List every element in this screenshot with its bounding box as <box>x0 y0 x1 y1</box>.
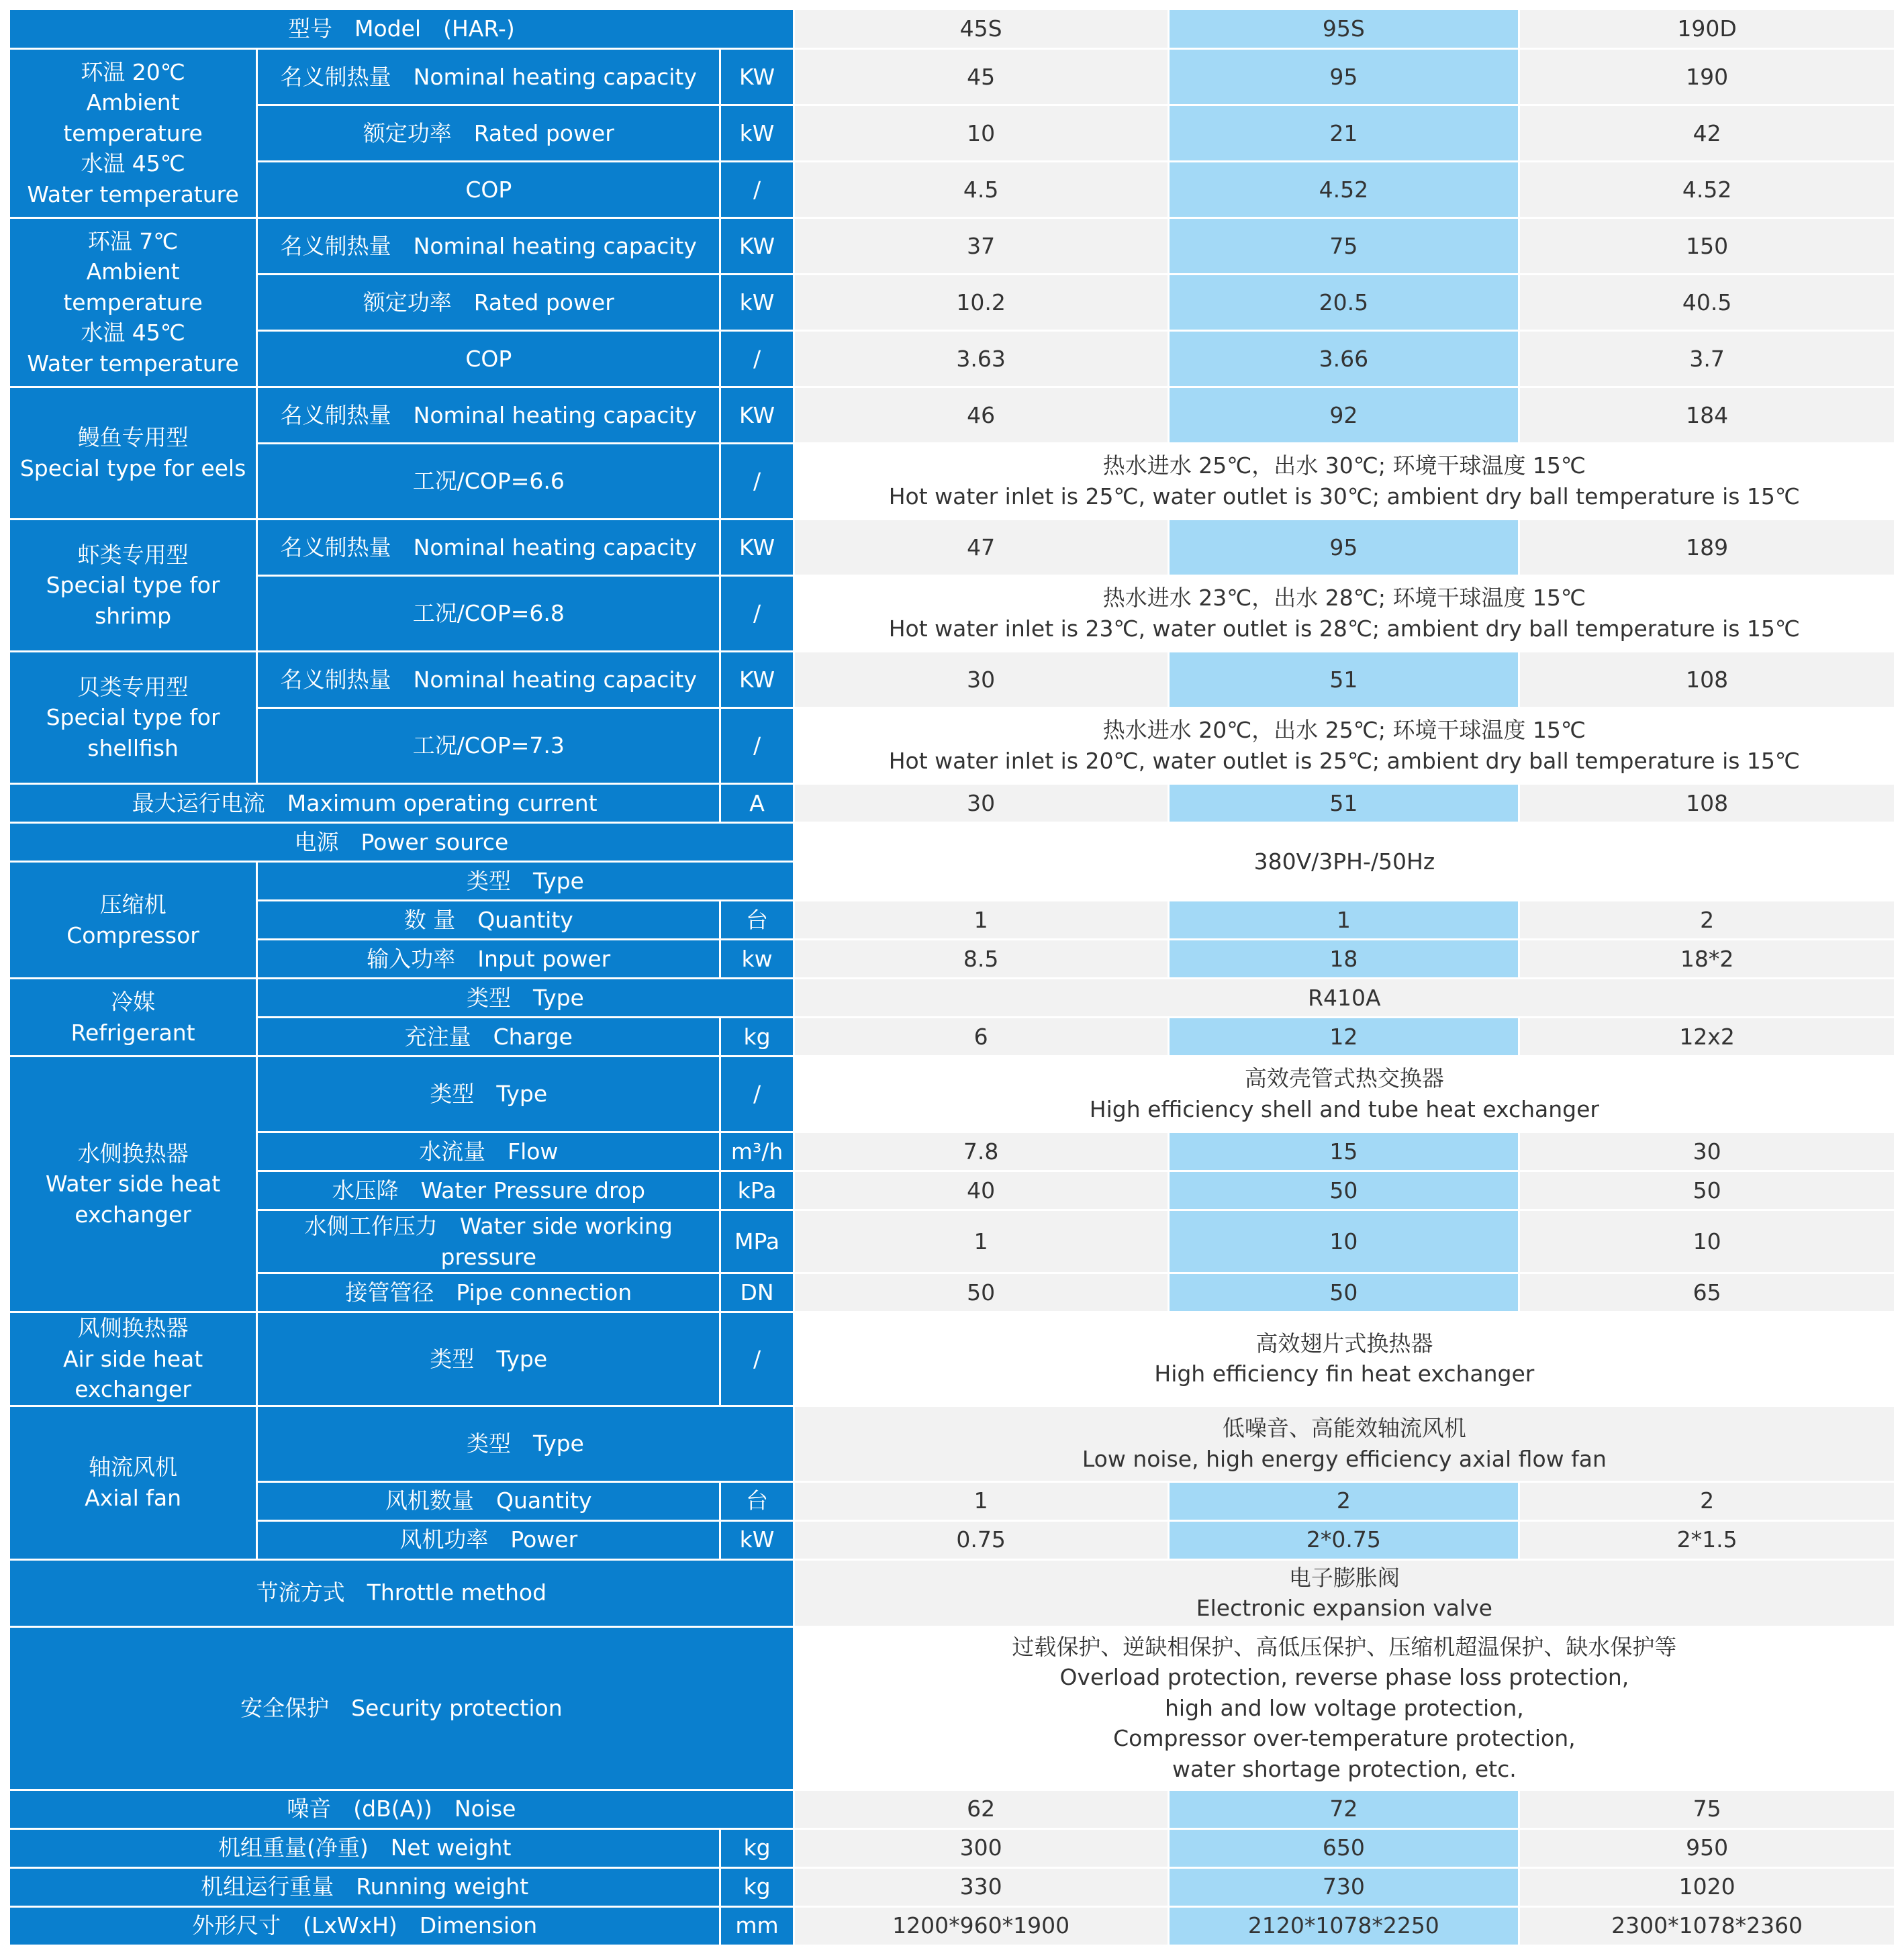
value-cell: 62 <box>795 1791 1168 1828</box>
value-cell: 2*1.5 <box>1520 1522 1894 1559</box>
row-header-cell: 压缩机 Compressor <box>10 863 256 977</box>
row-header-cell: 虾类专用型 Special type for shrimp <box>10 520 256 650</box>
row-header-cell: 风机功率 Power <box>258 1522 719 1559</box>
row-header-cell: 类型 Type <box>258 1407 793 1481</box>
row-header-cell: / <box>721 1313 792 1405</box>
value-cell: 300 <box>795 1830 1168 1867</box>
merged-value-cell: 高效翅片式换热器 High efficiency fin heat exchanger <box>795 1313 1894 1405</box>
merged-value-cell: 热水进水 25℃，出水 30℃; 环境干球温度 15℃ Hot water inlet is 25℃, water outlet is 30℃; ambient dry ball temperature is 15℃ <box>795 444 1894 518</box>
row-header-cell: 类型 Type <box>258 1057 719 1131</box>
value-cell: 72 <box>1170 1791 1519 1828</box>
row-header-cell: kw <box>721 940 792 977</box>
merged-value-cell: 380V/3PH-/50Hz <box>795 824 1894 899</box>
value-cell: 47 <box>795 520 1168 575</box>
value-cell: 18*2 <box>1520 940 1894 977</box>
value-cell: 4.52 <box>1520 162 1894 217</box>
row-header-cell: 工况/COP=6.8 <box>258 577 719 650</box>
table-row <box>10 1869 1894 1906</box>
value-cell: 189 <box>1520 520 1894 575</box>
value-cell: 75 <box>1170 219 1519 273</box>
value-cell: 2 <box>1170 1483 1519 1520</box>
value-cell: 150 <box>1520 219 1894 273</box>
table-row <box>10 1561 1894 1626</box>
table-row <box>10 577 1894 650</box>
value-cell: 10 <box>1170 1211 1519 1272</box>
row-header-cell: 名义制热量 Nominal heating capacity <box>258 50 719 104</box>
row-header-cell: DN <box>721 1274 792 1311</box>
row-header-cell: 环温 20℃ Ambient temperature 水温 45℃ Water temperature <box>10 50 256 217</box>
row-header-cell: COP <box>258 162 719 217</box>
row-header-cell: KW <box>721 219 792 273</box>
value-cell: 190 <box>1520 50 1894 104</box>
row-header-cell: / <box>721 1057 792 1131</box>
value-cell: 2120*1078*2250 <box>1170 1908 1519 1945</box>
row-header-cell: 类型 Type <box>258 1313 719 1405</box>
spec-table <box>8 8 1896 1947</box>
row-header-cell: 外形尺寸 (LxWxH) Dimension <box>10 1908 719 1945</box>
row-header-cell: 工况/COP=6.6 <box>258 444 719 518</box>
table-row <box>10 1908 1894 1945</box>
row-header-cell: 噪音 (dB(A)) Noise <box>10 1791 793 1828</box>
row-header-cell: KW <box>721 520 792 575</box>
value-cell: 6 <box>795 1018 1168 1055</box>
table-row <box>10 979 1894 1016</box>
value-cell: 30 <box>1520 1133 1894 1170</box>
merged-value-cell: 电子膨胀阀 Electronic expansion valve <box>795 1561 1894 1626</box>
value-cell: 2 <box>1520 1483 1894 1520</box>
value-cell: 1 <box>1170 901 1519 938</box>
value-cell: 18 <box>1170 940 1519 977</box>
row-header-cell: A <box>721 785 792 822</box>
row-header-cell: 冷媒 Refrigerant <box>10 979 256 1055</box>
value-cell: 40.5 <box>1520 275 1894 330</box>
value-cell: 108 <box>1520 652 1894 707</box>
table-row <box>10 332 1894 386</box>
row-header-cell: / <box>721 709 792 783</box>
row-header-cell: 名义制热量 Nominal heating capacity <box>258 520 719 575</box>
value-cell: 1020 <box>1520 1869 1894 1906</box>
table-row <box>10 824 1894 861</box>
value-cell: 50 <box>1170 1274 1519 1311</box>
table-row <box>10 1791 1894 1828</box>
table-row <box>10 275 1894 330</box>
row-header-cell: kPa <box>721 1172 792 1209</box>
table-row <box>10 901 1894 938</box>
table-row <box>10 1211 1894 1272</box>
row-header-cell: 工况/COP=7.3 <box>258 709 719 783</box>
row-header-cell: kg <box>721 1869 792 1906</box>
table-row <box>10 1313 1894 1405</box>
row-header-cell: 风机数量 Quantity <box>258 1483 719 1520</box>
value-cell: 12 <box>1170 1018 1519 1055</box>
row-header-cell: 额定功率 Rated power <box>258 275 719 330</box>
value-cell: 2*0.75 <box>1170 1522 1519 1559</box>
value-cell: 95S <box>1170 10 1519 48</box>
row-header-cell: 水侧换热器 Water side heat exchanger <box>10 1057 256 1311</box>
value-cell: 108 <box>1520 785 1894 822</box>
table-row <box>10 785 1894 822</box>
merged-value-cell: 热水进水 23℃，出水 28℃; 环境干球温度 15℃ Hot water inlet is 23℃, water outlet is 28℃; ambient dry ball temperature is 15℃ <box>795 577 1894 650</box>
value-cell: 42 <box>1520 106 1894 160</box>
value-cell: 40 <box>795 1172 1168 1209</box>
row-header-cell: 额定功率 Rated power <box>258 106 719 160</box>
table-row <box>10 1018 1894 1055</box>
value-cell: 950 <box>1520 1830 1894 1867</box>
value-cell: 50 <box>1520 1172 1894 1209</box>
value-cell: 2300*1078*2360 <box>1520 1908 1894 1945</box>
value-cell: 10 <box>795 106 1168 160</box>
row-header-cell: 充注量 Charge <box>258 1018 719 1055</box>
table-row <box>10 1407 1894 1481</box>
value-cell: 0.75 <box>795 1522 1168 1559</box>
value-cell: 51 <box>1170 652 1519 707</box>
merged-value-cell: 高效壳管式热交换器 High efficiency shell and tube heat exchanger <box>795 1057 1894 1131</box>
row-header-cell: 类型 Type <box>258 863 793 899</box>
value-cell: 45S <box>795 10 1168 48</box>
row-header-cell: 输入功率 Input power <box>258 940 719 977</box>
value-cell: 1200*960*1900 <box>795 1908 1168 1945</box>
row-header-cell: 机组运行重量 Running weight <box>10 1869 719 1906</box>
row-header-cell: 名义制热量 Nominal heating capacity <box>258 652 719 707</box>
row-header-cell: / <box>721 577 792 650</box>
value-cell: 65 <box>1520 1274 1894 1311</box>
row-header-cell: 轴流风机 Axial fan <box>10 1407 256 1559</box>
row-header-cell: 水流量 Flow <box>258 1133 719 1170</box>
table-row <box>10 940 1894 977</box>
row-header-cell: 机组重量(净重) Net weight <box>10 1830 719 1867</box>
row-header-cell: kg <box>721 1018 792 1055</box>
table-row <box>10 106 1894 160</box>
table-row <box>10 388 1894 442</box>
value-cell: 330 <box>795 1869 1168 1906</box>
table-row <box>10 1133 1894 1170</box>
table-row <box>10 10 1894 48</box>
table-row <box>10 1522 1894 1559</box>
value-cell: 30 <box>795 652 1168 707</box>
table-row <box>10 1274 1894 1311</box>
row-header-cell: 最大运行电流 Maximum operating current <box>10 785 719 822</box>
value-cell: 730 <box>1170 1869 1519 1906</box>
value-cell: 46 <box>795 388 1168 442</box>
table-row <box>10 219 1894 273</box>
value-cell: 37 <box>795 219 1168 273</box>
row-header-cell: 贝类专用型 Special type for shellfish <box>10 652 256 783</box>
row-header-cell: COP <box>258 332 719 386</box>
value-cell: 1 <box>795 1211 1168 1272</box>
value-cell: 4.5 <box>795 162 1168 217</box>
value-cell: 95 <box>1170 50 1519 104</box>
row-header-cell: 安全保护 Security protection <box>10 1628 793 1789</box>
row-header-cell: / <box>721 444 792 518</box>
value-cell: 4.52 <box>1170 162 1519 217</box>
row-header-cell: 水侧工作压力 Water side working pressure <box>258 1211 719 1272</box>
value-cell: 7.8 <box>795 1133 1168 1170</box>
row-header-cell: 数 量 Quantity <box>258 901 719 938</box>
table-row <box>10 162 1894 217</box>
merged-value-cell: 过载保护、逆缺相保护、高低压保护、压缩机超温保护、缺水保护等 Overload protection, reverse phase loss protection, high and low voltage protection, Compressor over-temperature protection, water shortage protection, etc. <box>795 1628 1894 1789</box>
row-header-cell: MPa <box>721 1211 792 1272</box>
table-row <box>10 1830 1894 1867</box>
value-cell: 3.66 <box>1170 332 1519 386</box>
merged-value-cell: 热水进水 20℃，出水 25℃; 环境干球温度 15℃ Hot water inlet is 20℃, water outlet is 25℃; ambient dry ball temperature is 15℃ <box>795 709 1894 783</box>
row-header-cell: 台 <box>721 901 792 938</box>
value-cell: 2 <box>1520 901 1894 938</box>
row-header-cell: KW <box>721 50 792 104</box>
value-cell: 50 <box>1170 1172 1519 1209</box>
value-cell: 3.7 <box>1520 332 1894 386</box>
table-row <box>10 1483 1894 1520</box>
row-header-cell: KW <box>721 388 792 442</box>
row-header-cell: 环温 7℃ Ambient temperature 水温 45℃ Water temperature <box>10 219 256 386</box>
value-cell: 3.63 <box>795 332 1168 386</box>
row-header-cell: kg <box>721 1830 792 1867</box>
value-cell: 12x2 <box>1520 1018 1894 1055</box>
value-cell: 92 <box>1170 388 1519 442</box>
row-header-cell: mm <box>721 1908 792 1945</box>
value-cell: 1 <box>795 1483 1168 1520</box>
value-cell: 51 <box>1170 785 1519 822</box>
value-cell: 10 <box>1520 1211 1894 1272</box>
table-row <box>10 444 1894 518</box>
row-header-cell: 名义制热量 Nominal heating capacity <box>258 388 719 442</box>
row-header-cell: 节流方式 Throttle method <box>10 1561 793 1626</box>
row-header-cell: 名义制热量 Nominal heating capacity <box>258 219 719 273</box>
row-header-cell: 型号 Model (HAR-) <box>10 10 793 48</box>
row-header-cell: kW <box>721 275 792 330</box>
row-header-cell: 鳗鱼专用型 Special type for eels <box>10 388 256 518</box>
table-row <box>10 652 1894 707</box>
row-header-cell: m³/h <box>721 1133 792 1170</box>
row-header-cell: 水压降 Water Pressure drop <box>258 1172 719 1209</box>
row-header-cell: 台 <box>721 1483 792 1520</box>
spec-table-body <box>10 10 1894 1945</box>
table-row <box>10 1057 1894 1131</box>
table-row <box>10 1172 1894 1209</box>
value-cell: 8.5 <box>795 940 1168 977</box>
table-row <box>10 1628 1894 1789</box>
value-cell: 30 <box>795 785 1168 822</box>
value-cell: 1 <box>795 901 1168 938</box>
table-row <box>10 709 1894 783</box>
row-header-cell: kW <box>721 106 792 160</box>
value-cell: 95 <box>1170 520 1519 575</box>
table-row <box>10 520 1894 575</box>
value-cell: 50 <box>795 1274 1168 1311</box>
row-header-cell: 风侧换热器 Air side heat exchanger <box>10 1313 256 1405</box>
row-header-cell: / <box>721 162 792 217</box>
value-cell: 20.5 <box>1170 275 1519 330</box>
table-row <box>10 50 1894 104</box>
value-cell: 10.2 <box>795 275 1168 330</box>
value-cell: 45 <box>795 50 1168 104</box>
value-cell: 184 <box>1520 388 1894 442</box>
row-header-cell: 类型 Type <box>258 979 793 1016</box>
value-cell: 75 <box>1520 1791 1894 1828</box>
merged-value-cell: R410A <box>795 979 1894 1016</box>
row-header-cell: 接管管径 Pipe connection <box>258 1274 719 1311</box>
merged-value-cell: 低噪音、高能效轴流风机 Low noise, high energy efficiency axial flow fan <box>795 1407 1894 1481</box>
value-cell: 15 <box>1170 1133 1519 1170</box>
row-header-cell: KW <box>721 652 792 707</box>
value-cell: 190D <box>1520 10 1894 48</box>
value-cell: 650 <box>1170 1830 1519 1867</box>
row-header-cell: / <box>721 332 792 386</box>
row-header-cell: kW <box>721 1522 792 1559</box>
value-cell: 21 <box>1170 106 1519 160</box>
row-header-cell: 电源 Power source <box>10 824 793 861</box>
